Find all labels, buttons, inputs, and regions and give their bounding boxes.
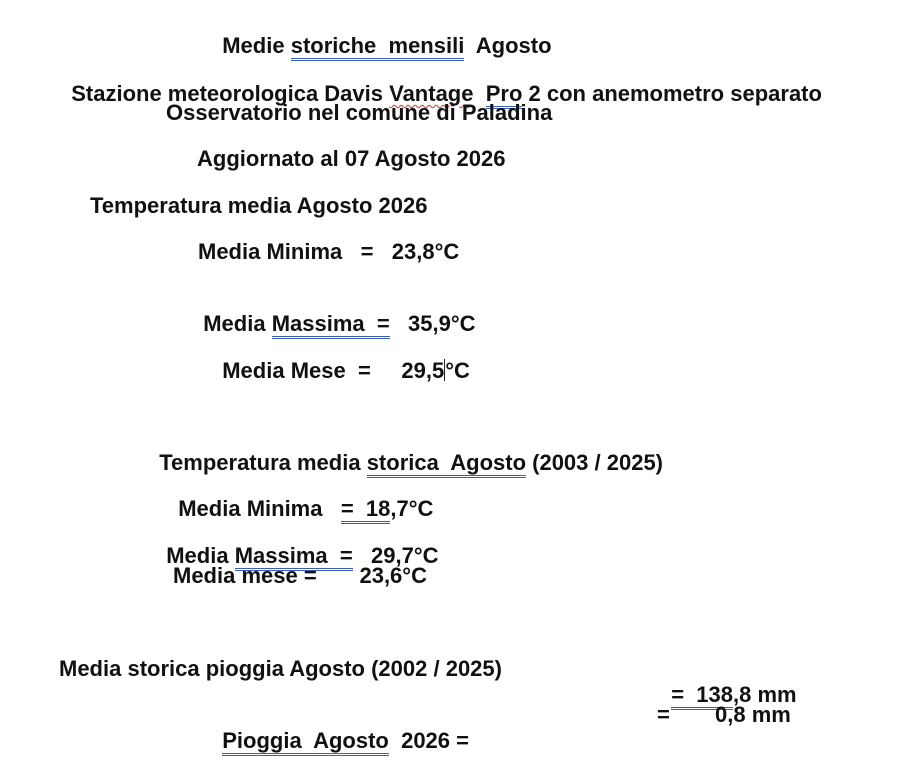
- current-max: Media Massima = 35,9°C: [191, 285, 476, 337]
- rain-current-label: Pioggia Agosto 2026 =: [210, 702, 469, 754]
- historic-mean: Media mese = 23,6°C: [173, 563, 427, 588]
- historic-max: Media Massima = 29,7°C: [154, 517, 439, 569]
- rain-current-value: 0,8 mm: [715, 702, 791, 727]
- rain-current-equals: =: [657, 702, 670, 727]
- current-temp-heading: Temperatura media Agosto 2026: [90, 193, 428, 218]
- historic-temp-heading: Temperatura media storica Agosto (2003 / 2025): [147, 424, 663, 476]
- rain-historic-value: = 138,8 mm: [659, 656, 797, 708]
- grammar-flag: Massima =: [272, 311, 390, 339]
- current-mean: Media Mese = 29,5°C: [222, 358, 470, 383]
- spelling-flag: Vantage: [389, 81, 474, 106]
- observatory-line: Osservatorio nel comune di Paladina: [166, 100, 553, 125]
- grammar-flag: Pro: [486, 81, 523, 109]
- updated-line: Aggiornato al 07 Agosto 2026: [197, 146, 506, 171]
- rain-historic-label: Media storica pioggia Agosto (2002 / 2025): [59, 656, 502, 681]
- grammar-flag: Pioggia Agosto: [222, 728, 389, 756]
- grammar-flag: = 138: [671, 682, 733, 710]
- grammar-flag: Massima =: [235, 543, 353, 571]
- historic-min: Media Minima = 18,7°C: [166, 470, 433, 522]
- grammar-flag: storica Agosto: [367, 450, 526, 478]
- station-line: Stazione meteorologica Davis Vantage Pro 2 con anemometro separato: [59, 55, 822, 107]
- grammar-flag: storiche mensili: [291, 33, 465, 61]
- current-min: Media Minima = 23,8°C: [198, 239, 460, 264]
- page-title: Medie storiche mensili Agosto: [210, 7, 552, 59]
- grammar-flag: = 18: [341, 496, 391, 524]
